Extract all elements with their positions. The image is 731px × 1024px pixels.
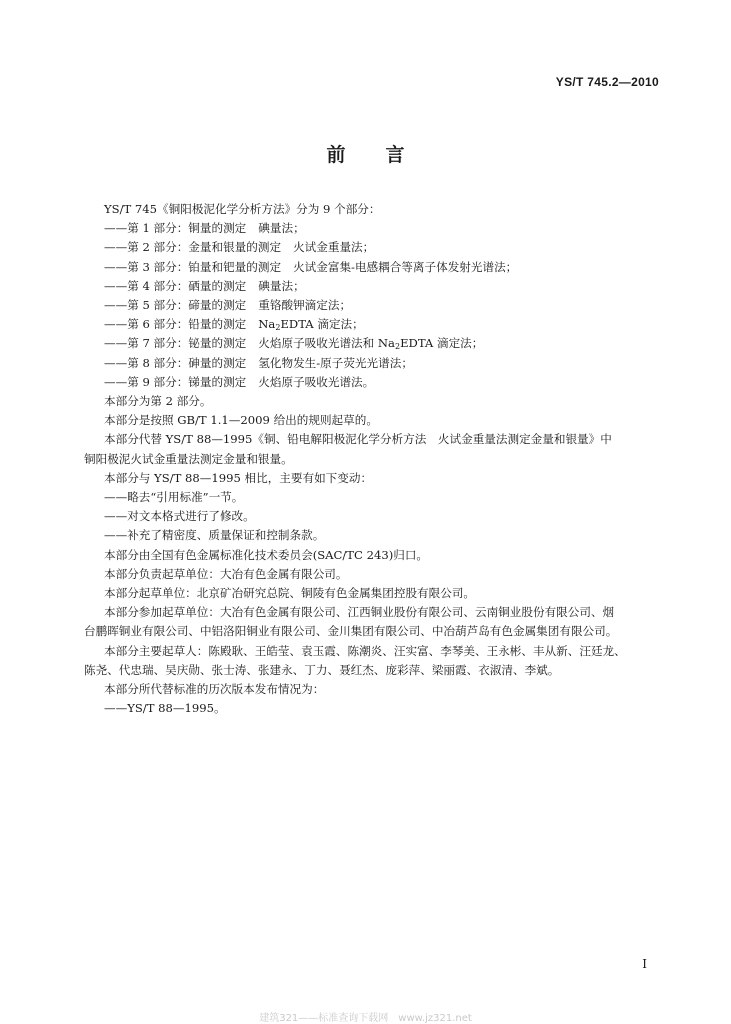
paragraph-drafting-rules: 本部分是按照 GB/T 1.1—2009 给出的规则起草的。	[104, 413, 378, 428]
part-item-6: ——第 6 部分：铅量的测定 $Na_2EDTA$ 滴定法；	[104, 317, 364, 333]
part-item-7: ——第 7 部分：铋量的测定 火焰原子吸收光谱法和 $Na_2EDTA$ 滴定法；	[104, 336, 484, 352]
paragraph-participating-units-line1: 本部分参加起草单位：大冶有色金属有限公司、江西铜业股份有限公司、云南铜业股份有限公司、烟	[104, 605, 615, 620]
paragraph-part-number: 本部分为第 2 部分。	[104, 394, 212, 409]
part-item-3: ——第 3 部分：铂量和钯量的测定 火试金富集-电感耦合等离子体发射光谱法；	[104, 259, 518, 274]
paragraph-drafting-units: 本部分起草单位：北京矿冶研究总院、铜陵有色金属集团控股有限公司。	[104, 586, 476, 601]
part-item-5: ——第 5 部分：碲量的测定 重铬酸钾滴定法；	[104, 298, 352, 313]
page-number: I	[642, 957, 647, 971]
part-item-1: ——第 1 部分：铜量的测定 碘量法；	[104, 221, 305, 236]
change-item-1: ——略去“引用标准”一节。	[104, 490, 244, 505]
part-item-9: ——第 9 部分：锑量的测定 火焰原子吸收光谱法。	[104, 374, 375, 389]
paragraph-replaces-line2: 铜阳极泥火试金重量法测定金量和银量。	[84, 451, 293, 466]
standard-code: YS/T 745.2—2010	[555, 75, 659, 89]
document-body	[84, 200, 664, 718]
watermark-text: 建筑321——标准查询下载网 www.jz321.net	[259, 1013, 472, 1024]
paragraph-drafters-line2: 陈尧、代忠瑞、吴庆勋、张士涛、张建永、丁力、聂红杰、庞彩萍、梁丽霞、衣淑清、李斌。	[84, 662, 560, 677]
paragraph-replaces-line1: 本部分代替 YS/T 88—1995《铜、铅电解阳极泥化学分析方法 火试金重量法测定金量和银量》中	[104, 432, 612, 447]
paragraph-participating-units-line2: 台鹏晖铜业有限公司、中铝洛阳铜业有限公司、金川集团有限公司、中冶葫芦岛有色金属集团有限公司。	[84, 624, 618, 639]
history-item-1: ——YS/T 88—1995。	[104, 701, 226, 716]
paragraph-drafters-line1: 本部分主要起草人：陈殿耿、王皓莹、袁玉霞、陈潮炎、汪实富、李琴美、王永彬、丰从新、汪廷龙、	[104, 643, 626, 658]
intro-paragraph: YS/T 745《铜阳极泥化学分析方法》分为 9 个部分：	[104, 202, 381, 216]
paragraph-responsible-unit: 本部分负责起草单位：大冶有色金属有限公司。	[104, 566, 348, 581]
page-title: 前言	[326, 144, 445, 166]
part-item-8: ——第 8 部分：砷量的测定 氢化物发生-原子荧光光谱法；	[104, 355, 413, 370]
paragraph-changes-intro: 本部分与 YS/T 88—1995 相比，主要有如下变动：	[104, 470, 373, 485]
change-item-2: ——对文本格式进行了修改。	[104, 509, 255, 524]
paragraph-committee: 本部分由全国有色金属标准化技术委员会(SAC/TC 243)归口。	[104, 547, 429, 562]
paragraph-history-intro: 本部分所代替标准的历次版本发布情况为：	[104, 682, 325, 697]
part-item-2: ——第 2 部分：金量和银量的测定 火试金重量法；	[104, 240, 375, 255]
change-item-3: ——补充了精密度、质量保证和控制条款。	[104, 528, 325, 543]
part-item-4: ——第 4 部分：硒量的测定 碘量法；	[104, 278, 305, 293]
